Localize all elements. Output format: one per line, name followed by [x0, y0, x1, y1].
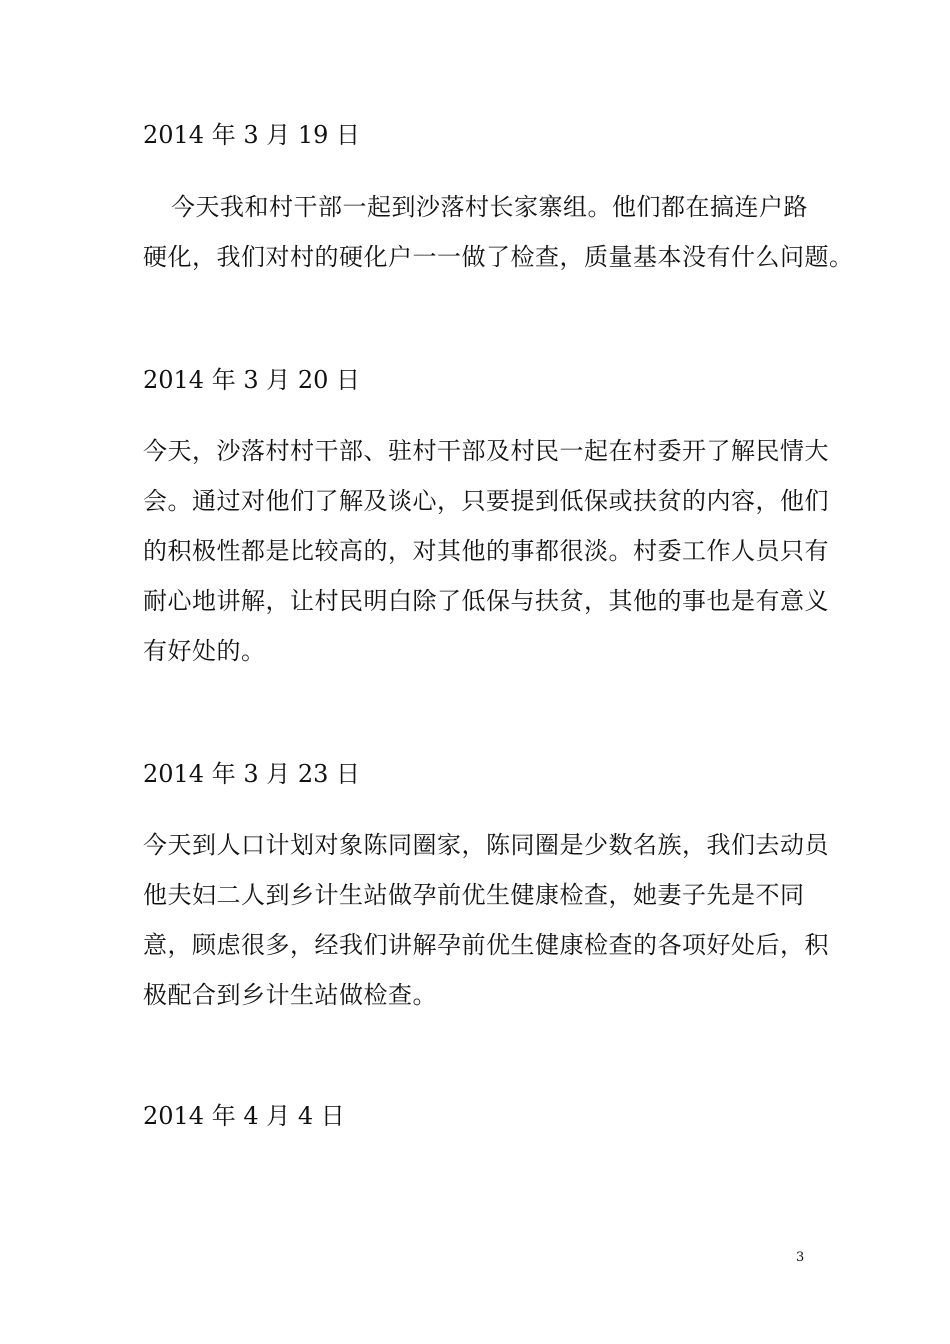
entry-paragraph — [143, 820, 829, 1020]
paragraph-line: 的积极性都是比较高的，对其他的事都很淡。村委工作人员只有 — [143, 537, 829, 565]
paragraph-line: 有好处的。 — [143, 637, 266, 665]
entry-date: 2014 年 3 月 23 日 — [143, 760, 361, 788]
entry-paragraph — [143, 182, 854, 282]
paragraph-line: 极配合到乡计生站做检查。 — [143, 981, 437, 1009]
paragraph-line: 硬化，我们对村的硬化户一一做了检查，质量基本没有什么问题。 — [143, 243, 854, 271]
paragraph-line: 今天，沙落村村干部、驻村干部及村民一起在村委开了解民情大 — [143, 437, 829, 465]
entry-date: 2014 年 4 月 4 日 — [143, 1102, 345, 1130]
page-number: 3 — [796, 1250, 805, 1265]
paragraph-line: 今天到人口计划对象陈同圈家，陈同圈是少数名族，我们去动员 — [143, 831, 829, 859]
paragraph-line: 意，顾虑很多，经我们讲解孕前优生健康检查的各项好处后，积 — [143, 931, 829, 959]
entry-paragraph — [143, 426, 829, 676]
paragraph-line: 会。通过对他们了解及谈心，只要提到低保或扶贫的内容，他们 — [143, 487, 829, 515]
entry-date: 2014 年 3 月 20 日 — [143, 366, 361, 394]
paragraph-line: 今天我和村干部一起到沙落村长家寨组。他们都在搞连户路 — [171, 193, 808, 221]
entry-date: 2014 年 3 月 19 日 — [143, 121, 361, 149]
paragraph-line: 他夫妇二人到乡计生站做孕前优生健康检查，她妻子先是不同 — [143, 881, 805, 909]
paragraph-line: 耐心地讲解，让村民明白除了低保与扶贫，其他的事也是有意义 — [143, 587, 829, 615]
